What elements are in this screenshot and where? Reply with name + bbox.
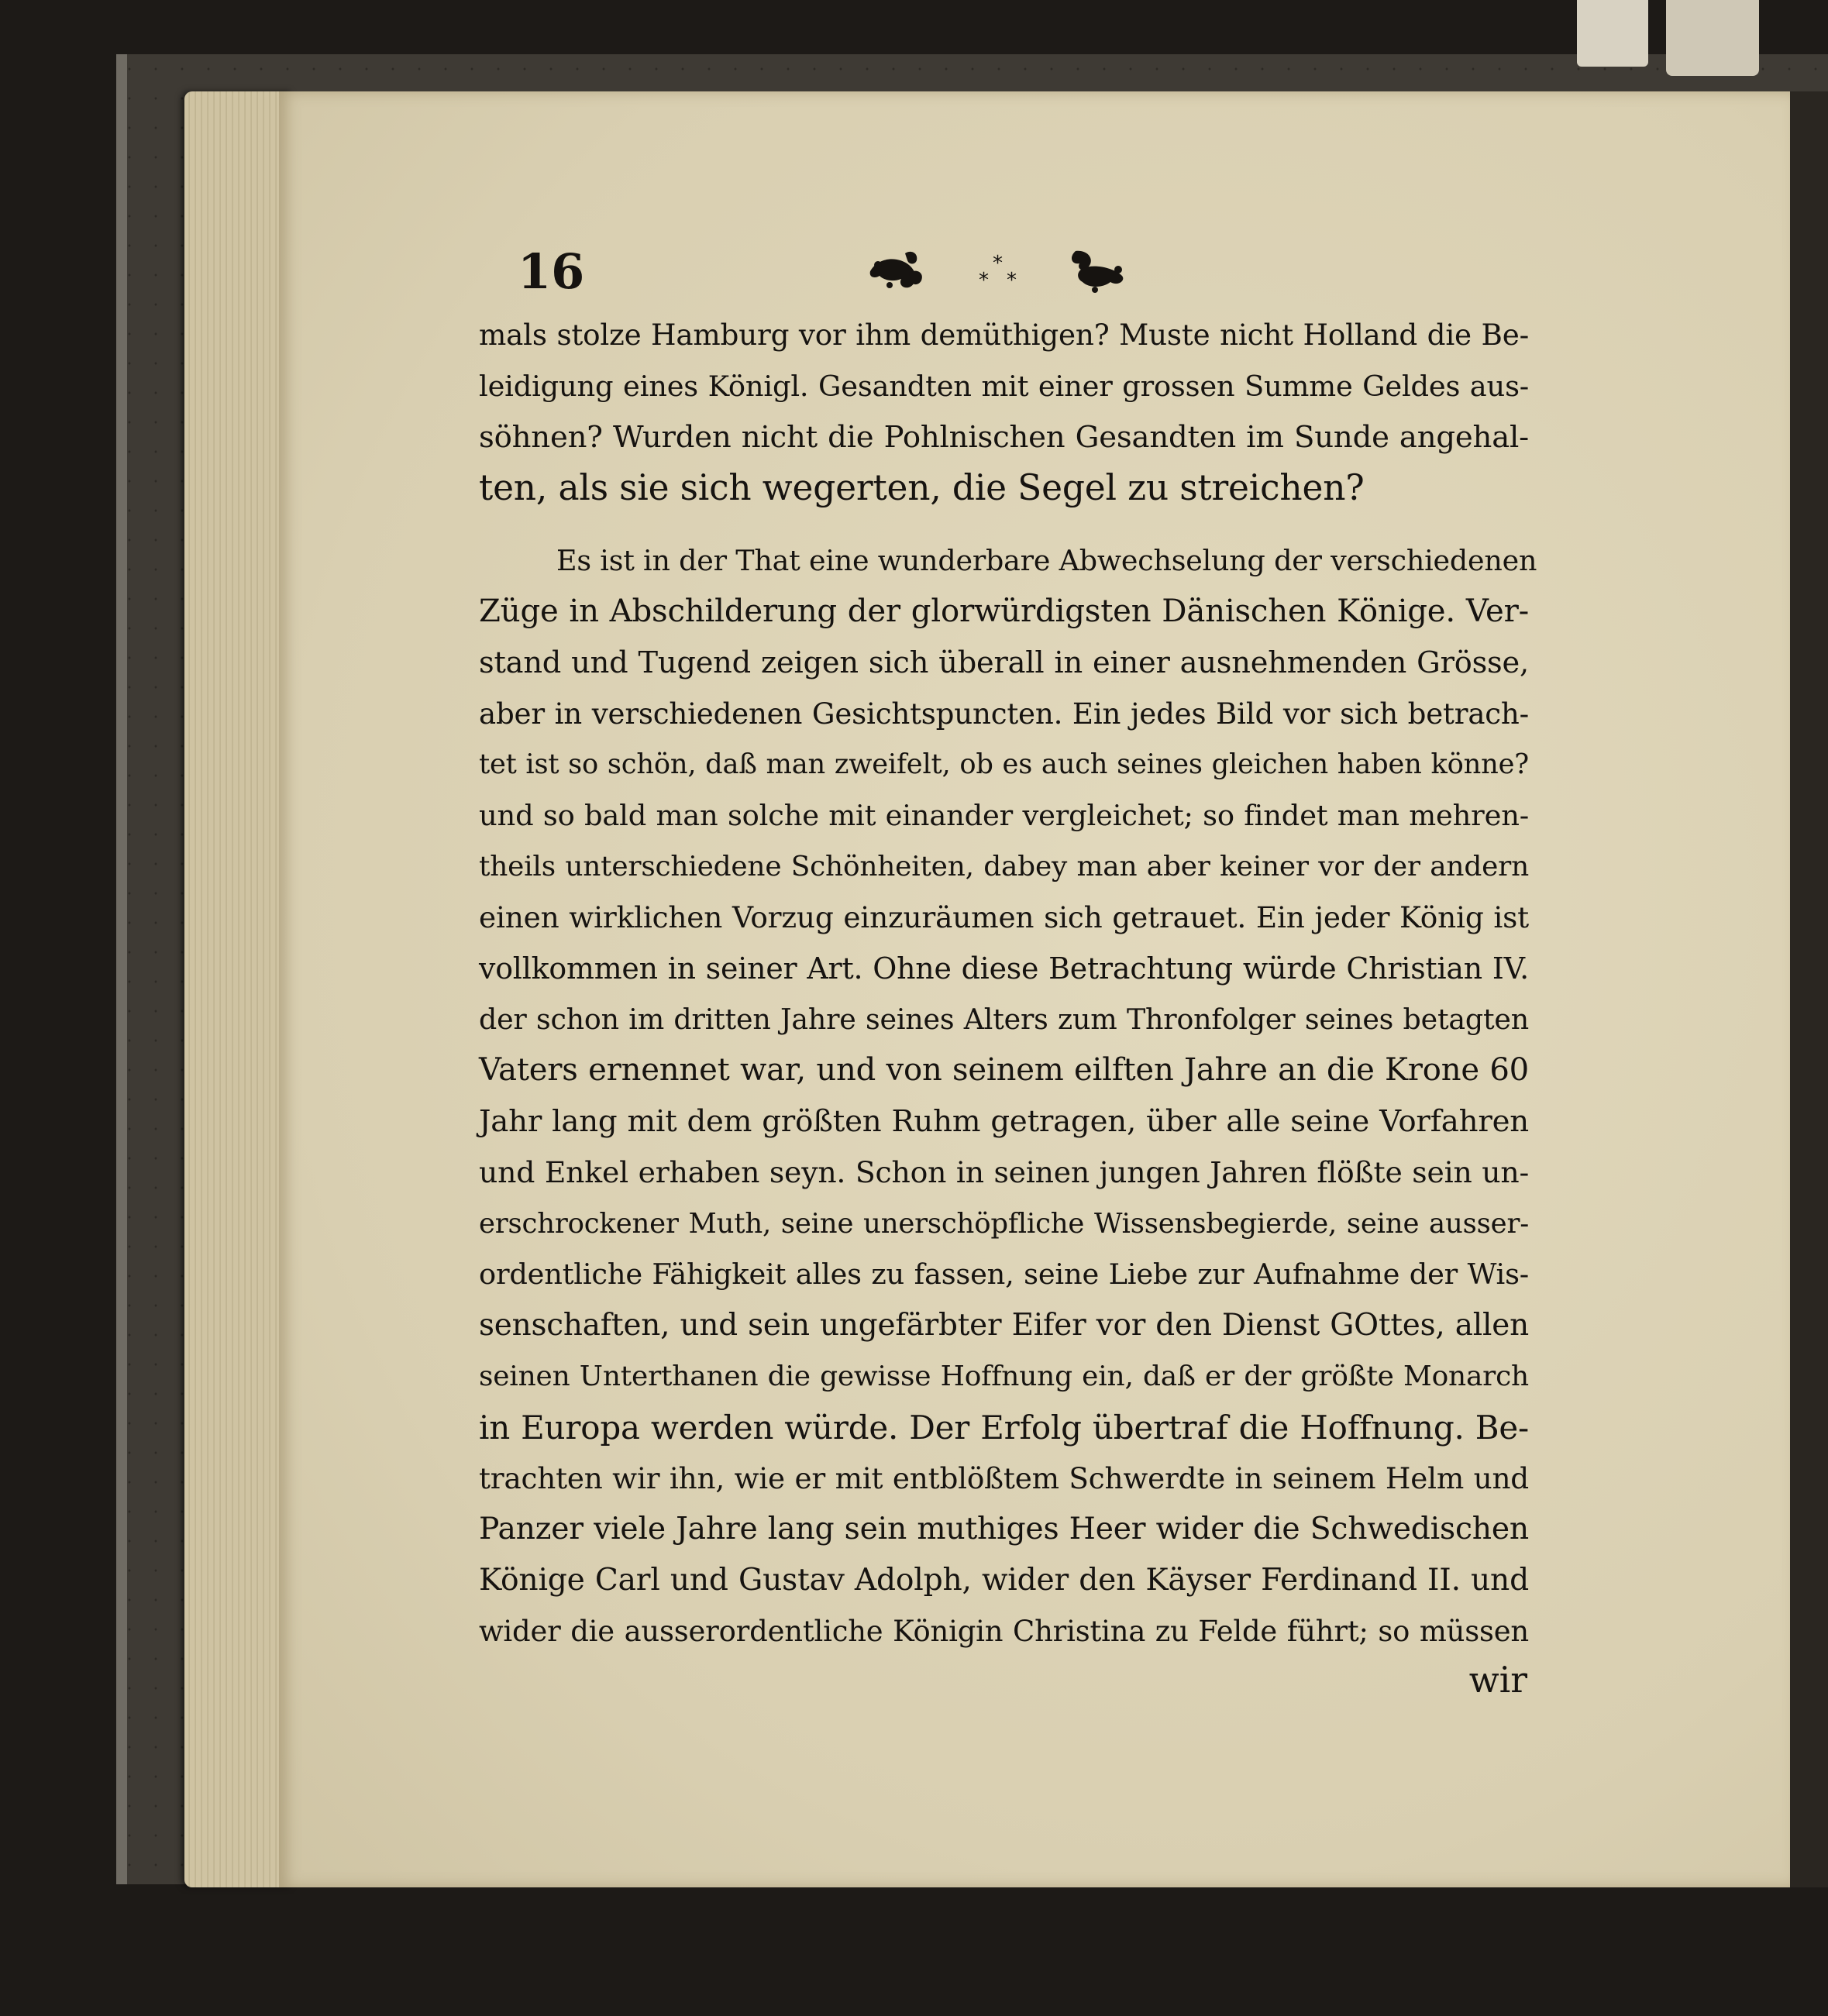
page-number: 16	[518, 243, 585, 300]
text-line: stand und Tugend zeigen sich überall in einer ausnehmenden Grösse,	[479, 645, 1529, 680]
text-line: Panzer viele Jahre lang sein muthiges Heer wider die Schwedischen	[479, 1512, 1529, 1547]
text-line: einen wirklichen Vorzug einzuräumen sich getrauet. Ein jeder König ist	[479, 900, 1529, 934]
svg-text:*: *	[993, 252, 1003, 275]
text-line: und Enkel erhaben seyn. Schon in seinen jungen Jahren flößte sein un-	[479, 1154, 1529, 1189]
text-line: vollkommen in seiner Art. Ohne diese Betrachtung würde Christian IV.	[479, 951, 1529, 986]
page-header	[479, 232, 1529, 310]
text-line: seinen Unterthanen die gewisse Hoffnung ein, daß er der größte Monarch	[479, 1360, 1529, 1392]
text-line: tet ist so schön, daß man zweifelt, ob es auch seines gleichen haben könne?	[479, 748, 1529, 781]
text-line: leidigung eines Königl. Gesandten mit einer grossen Summe Geldes aus-	[479, 369, 1529, 403]
paragraph	[479, 310, 1529, 514]
ornament-icon	[862, 242, 1130, 296]
text-line: theils unterschiedene Schönheiten, dabey man aber keiner vor der andern	[479, 850, 1529, 882]
text-line: mals stolze Hamburg vor ihm demüthigen? Muste nicht Holland die Be-	[479, 318, 1529, 352]
paper-tab	[1666, 0, 1759, 76]
text-line: Jahr lang mit dem größten Ruhm getragen, über alle seine Vorfahren	[479, 1103, 1529, 1139]
svg-text:*: *	[979, 269, 989, 292]
text-line: ten, als sie sich wegerten, die Segel zu streichen?	[479, 467, 1365, 509]
text-line: ordentliche Fähigkeit alles zu fassen, seine Liebe zur Aufnahme der Wis-	[479, 1257, 1529, 1292]
text-line: wider die ausserordentliche Königin Christina zu Felde führt; so müssen	[479, 1614, 1529, 1648]
text-line: in Europa werden würde. Der Erfolg übertraf die Hoffnung. Be-	[479, 1408, 1529, 1447]
board-edge	[116, 54, 127, 1884]
catchword: wir	[1468, 1659, 1527, 1701]
text-line: söhnen? Wurden nicht die Pohlnischen Gesandten im Sunde angehal-	[479, 419, 1529, 455]
text-line: aber in verschiedenen Gesichtspuncten. Ein jedes Bild vor sich betrach-	[479, 696, 1529, 731]
paper-tab	[1577, 0, 1648, 67]
text-line: Vaters ernennet war, und von seinem eilften Jahre an die Krone 60	[479, 1052, 1529, 1089]
text-line: senschaften, und sein ungefärbter Eifer vor den Dienst GOttes, allen	[479, 1308, 1529, 1343]
page-stack-edge	[184, 91, 293, 1887]
text-line: der schon im dritten Jahre seines Alters zum Thronfolger seines betagten	[479, 1003, 1529, 1037]
text-line: Könige Carl und Gustav Adolph, wider den Käyser Ferdinand II. und	[479, 1563, 1529, 1598]
text-line: Es ist in der That eine wunderbare Abwechselung der verschiedenen	[556, 544, 1537, 578]
text-line: trachten wir ihn, wie er mit entblößtem Schwerdte in seinem Helm und	[479, 1460, 1529, 1495]
page-content	[479, 232, 1537, 1704]
text-line: erschrockener Muth, seine unerschöpfliche Wissensbegierde, seine ausser-	[479, 1207, 1529, 1240]
text-line: Züge in Abschilderung der glorwürdigsten Dänischen Könige. Ver-	[479, 593, 1529, 629]
svg-text:*: *	[1007, 269, 1017, 292]
paragraph	[479, 535, 1537, 1657]
text-line: und so bald man solche mit einander vergleichet; so findet man mehren-	[479, 799, 1529, 833]
